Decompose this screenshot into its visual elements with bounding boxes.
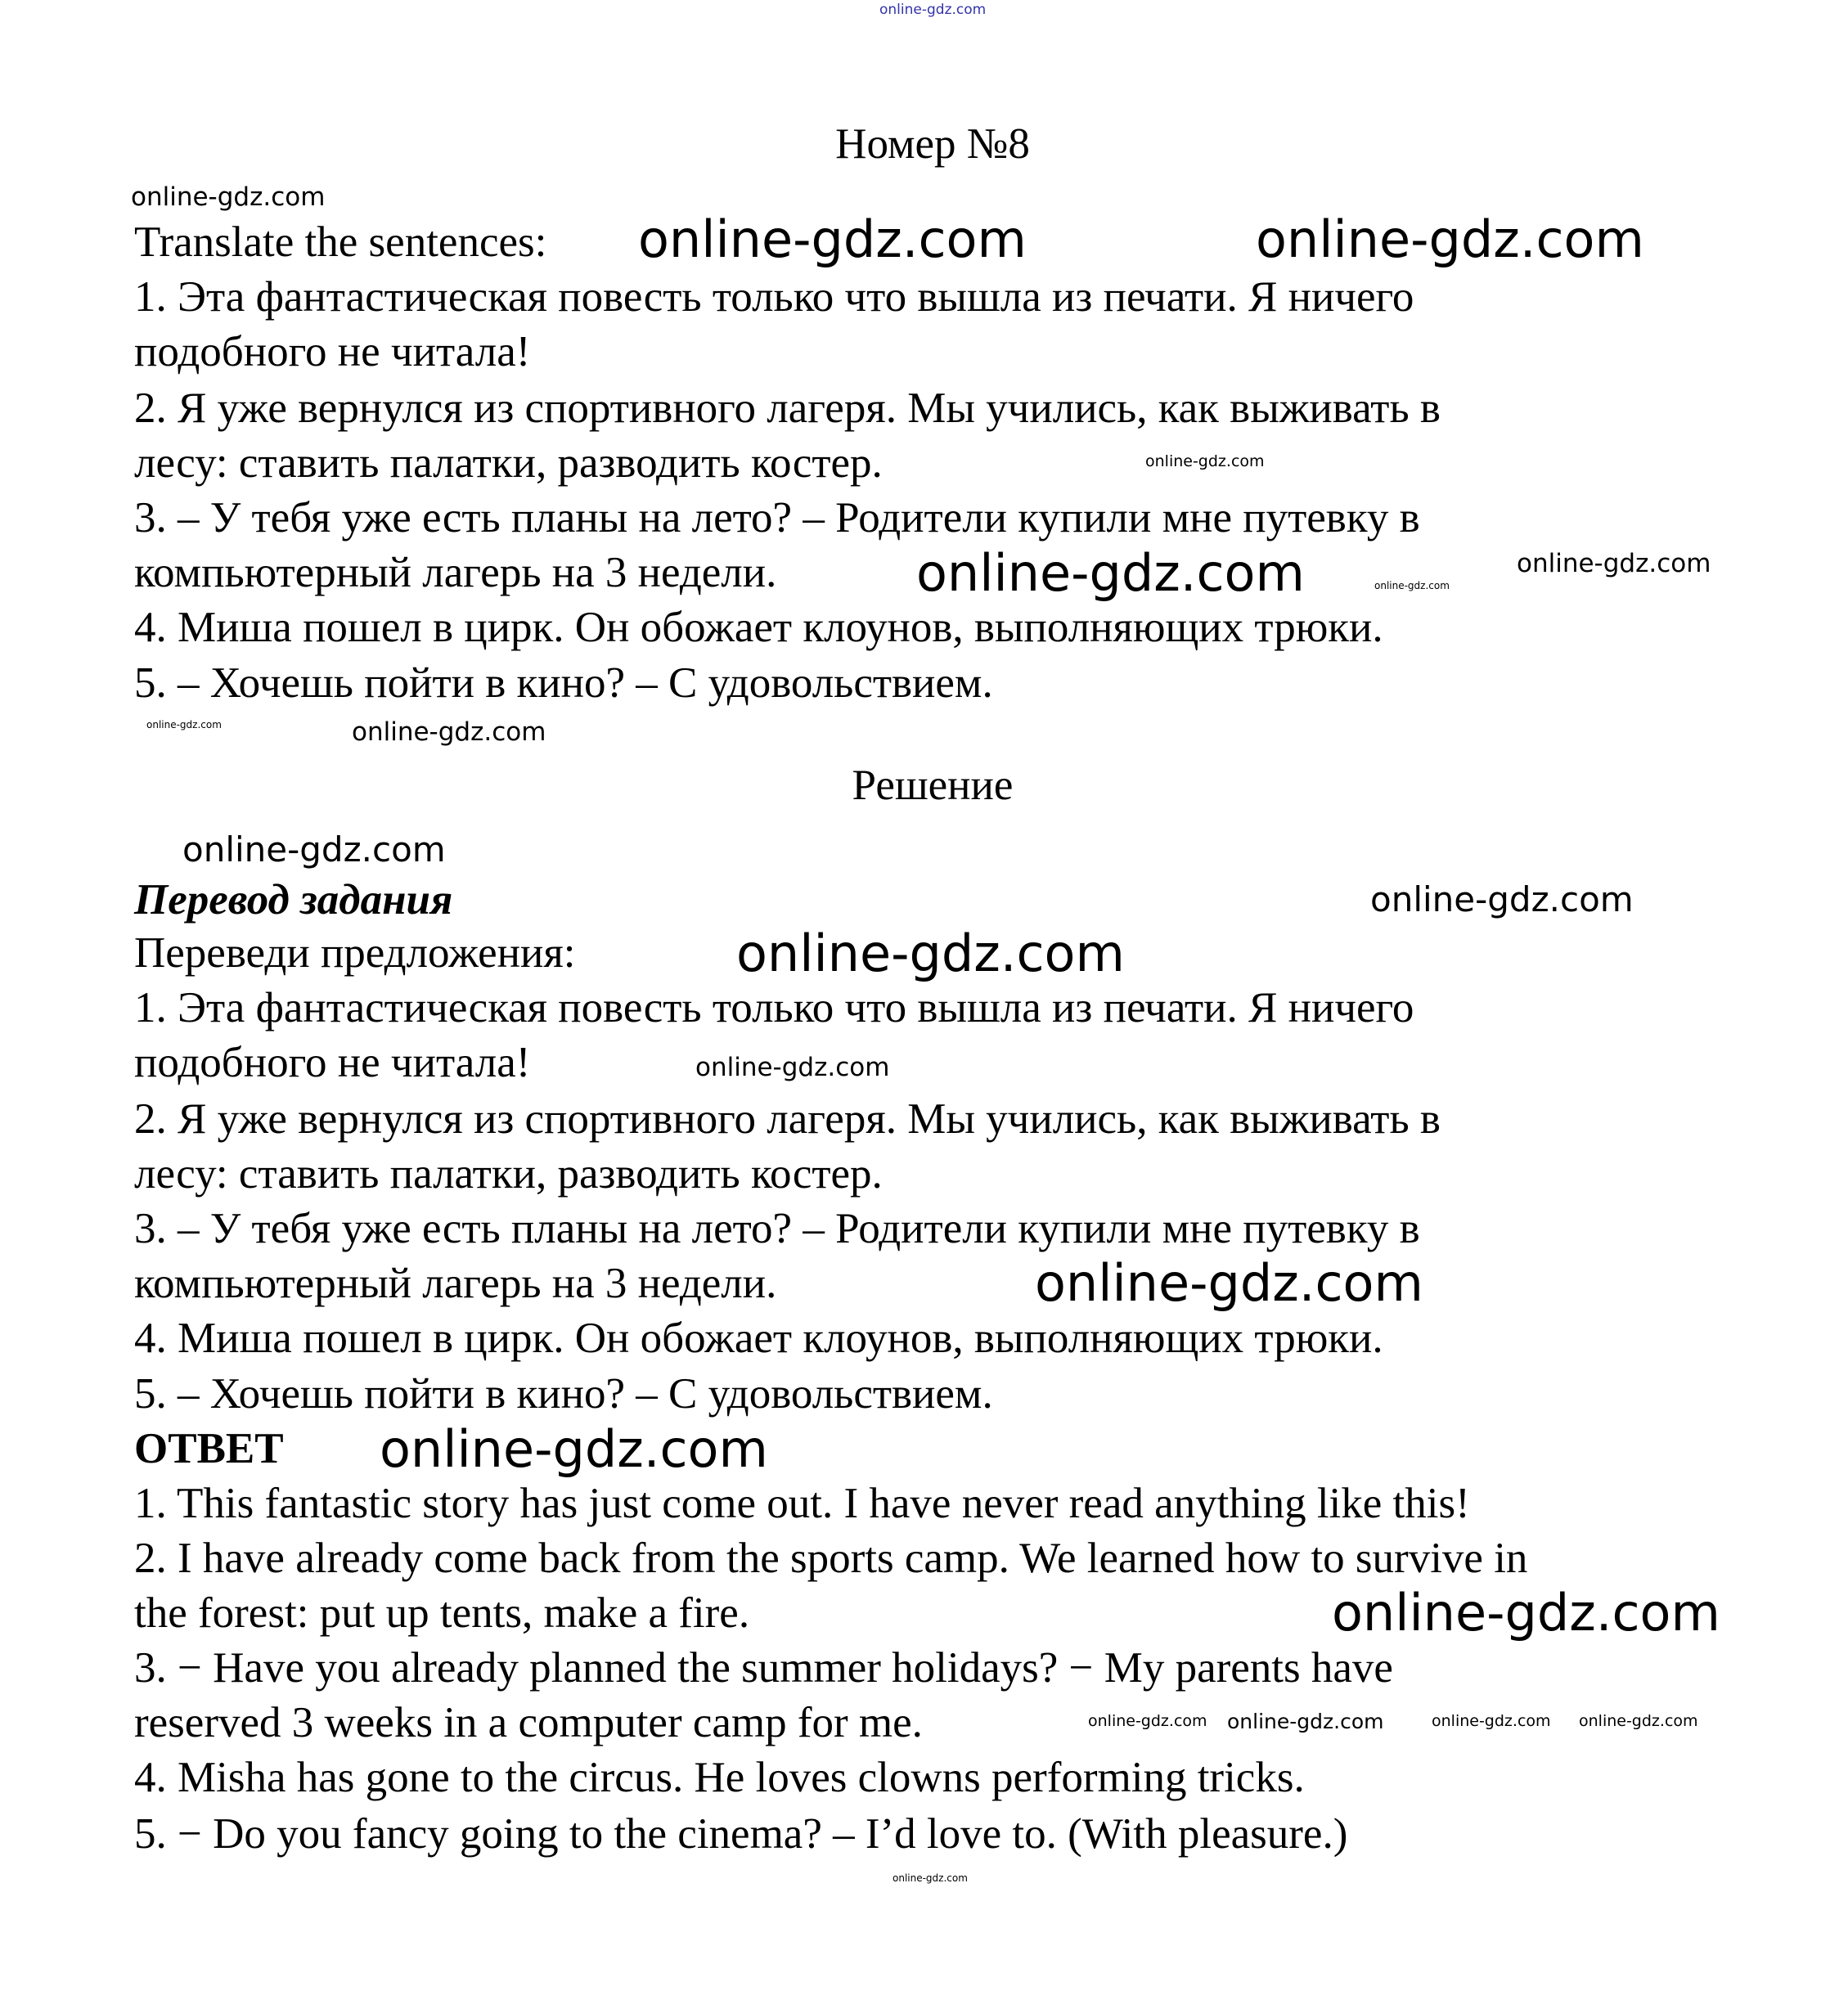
watermark: online-gdz.com (182, 829, 446, 870)
answer-line: 4. Misha has gone to the circus. He loves clowns performing tricks. (134, 1754, 1305, 1801)
translation-line: лесу: ставить палатки, разводить костер. (134, 1150, 883, 1198)
watermark: online-gdz.com (1432, 1712, 1551, 1730)
answer-line: reserved 3 weeks in a computer camp for me. (134, 1699, 923, 1746)
answer-line: 2. I have already come back from the sports camp. We learned how to survive in (134, 1535, 1528, 1582)
task-line: лесу: ставить палатки, разводить костер. (134, 439, 883, 487)
translation-line: подобного не читала! (134, 1039, 531, 1086)
watermark: online-gdz.com (916, 543, 1305, 603)
translation-line: 5. – Хочешь пойти в кино? – С удовольствием. (134, 1370, 993, 1418)
task-line: 2. Я уже вернулся из спортивного лагеря. Мы учились, как выживать в (134, 384, 1441, 432)
watermark: online-gdz.com (1332, 1583, 1720, 1643)
solution-heading: Решение (852, 762, 1014, 809)
translation-heading: Перевод задания (134, 876, 453, 924)
watermark: online-gdz.com (1517, 549, 1711, 578)
answer-heading: ОТВЕТ (134, 1425, 284, 1472)
task-line: 4. Миша пошел в цирк. Он обожает клоунов, выполняющих трюки. (134, 604, 1383, 651)
task-line: подобного не читала! (134, 328, 531, 375)
watermark: online-gdz.com (695, 1053, 890, 1082)
translation-line: компьютерный лагерь на 3 недели. (134, 1260, 777, 1307)
watermark: online-gdz.com (1374, 580, 1450, 591)
watermark: online-gdz.com (352, 717, 546, 747)
watermark: online-gdz.com (879, 2, 987, 18)
translation-line: 2. Я уже вернулся из спортивного лагеря. Мы учились, как выживать в (134, 1095, 1441, 1143)
watermark: online-gdz.com (1370, 879, 1634, 919)
watermark: online-gdz.com (893, 1872, 968, 1884)
watermark: online-gdz.com (380, 1419, 768, 1479)
watermark: online-gdz.com (736, 924, 1125, 983)
answer-line: 5. − Do you fancy going to the cinema? – I’d love to. (With pleasure.) (134, 1810, 1348, 1858)
translation-line: 4. Миша пошел в цирк. Он обожает клоунов, выполняющих трюки. (134, 1315, 1383, 1362)
watermark: online-gdz.com (1256, 209, 1644, 269)
watermark: online-gdz.com (1088, 1712, 1207, 1730)
answer-line: 3. − Have you already planned the summer holidays? − My parents have (134, 1644, 1393, 1692)
translation-line: 1. Эта фантастическая повесть только что вышла из печати. Я ничего (134, 984, 1414, 1031)
translation-line: 3. – У тебя уже есть планы на лето? – Родители купили мне путевку в (134, 1205, 1420, 1252)
task-line: 5. – Хочешь пойти в кино? – С удовольствием. (134, 659, 993, 707)
watermark: online-gdz.com (146, 719, 222, 730)
task-line: 3. – У тебя уже есть планы на лето? – Родители купили мне путевку в (134, 494, 1420, 542)
watermark: online-gdz.com (1227, 1710, 1384, 1733)
task-line: компьютерный лагерь на 3 недели. (134, 549, 777, 596)
answer-line: the forest: put up tents, make a fire. (134, 1589, 750, 1637)
task-intro: Translate the sentences: (134, 218, 547, 266)
task-line: 1. Эта фантастическая повесть только что вышла из печати. Я ничего (134, 273, 1414, 321)
watermark: online-gdz.com (1035, 1253, 1423, 1313)
watermark: online-gdz.com (1579, 1712, 1698, 1730)
translation-intro: Переведи предложения: (134, 929, 576, 977)
page-title: Номер №8 (835, 120, 1030, 168)
watermark: online-gdz.com (1145, 452, 1265, 470)
watermark: online-gdz.com (131, 182, 326, 212)
watermark: online-gdz.com (638, 209, 1027, 269)
answer-line: 1. This fantastic story has just come out. I have never read anything like this! (134, 1480, 1470, 1527)
